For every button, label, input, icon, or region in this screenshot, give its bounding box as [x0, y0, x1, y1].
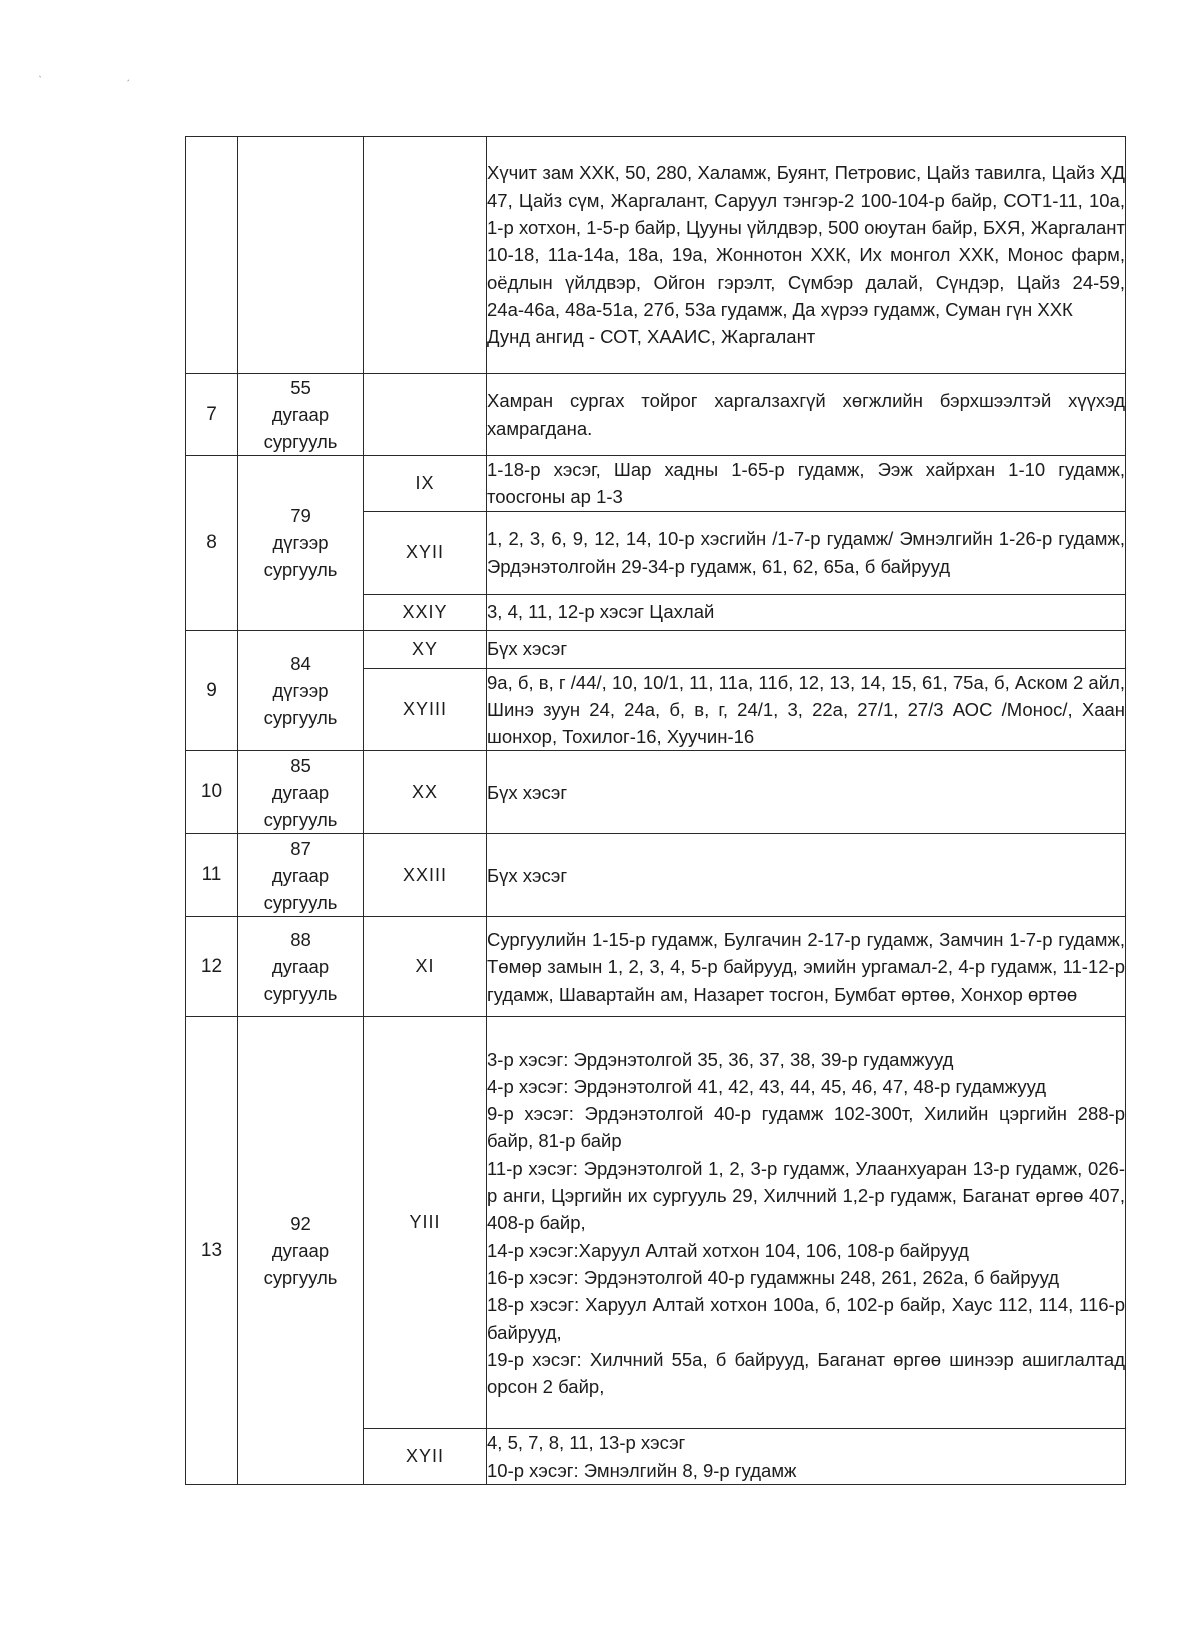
school-word: сургууль	[263, 707, 338, 729]
zone-cell: XXIII	[364, 834, 487, 917]
area-text: 3-р хэсэг: Эрдэнэтолгой 35, 36, 37, 38, 39-р гудамжууд	[487, 1048, 954, 1070]
area-description-cell	[487, 594, 1126, 630]
zone-cell: XI	[364, 917, 487, 1017]
area-text: 1, 2, 3, 6, 9, 12, 14, 10-р хэсгийн /1-7-р гудамж/ Эмнэлгийн 1-26-р гудамж, Эрдэнэтолгойн 29-34-р гудамж, 61, 62, 65а, б байрууд	[487, 528, 1125, 577]
row-number: 11	[186, 834, 238, 917]
table-row	[186, 374, 1126, 456]
area-text: 9-р хэсэг: Эрдэнэтолгой 40-р гудамж 102-300т, Хилийн цэргийн 288-р байр, 81-р байр	[487, 1103, 1125, 1152]
school-word: сургууль	[263, 431, 338, 452]
school-number: 92	[290, 1213, 311, 1235]
school-number: 84	[290, 653, 311, 675]
area-description-cell	[487, 374, 1126, 456]
row-number: 12	[186, 917, 238, 1017]
area-description-cell	[487, 751, 1126, 834]
area-text: Бүх хэсэг	[487, 781, 568, 803]
area-text: 11-р хэсэг: Эрдэнэтолгой 1, 2, 3-р гудамж, Улаанхуаран 13-р гудамж, 026-р анги, Цэргийн их сургууль 29, Хилчний 1,2-р гудамж, Баганат өргөө 407, 408-р байр,	[487, 1157, 1125, 1234]
school-ordinal: дүгээр	[272, 680, 329, 702]
row-number: 8	[186, 456, 238, 631]
row-number	[186, 137, 238, 374]
zone-cell: YIII	[364, 1017, 487, 1429]
area-text: 14-р хэсэг:Харуул Алтай хотхон 104, 106, 108-р байрууд	[487, 1239, 969, 1261]
scan-mark: ˴	[38, 68, 42, 82]
area-text: Сургуулийн 1-15-р гудамж, Булгачин 2-17-р гудамж, Замчин 1-7-р гудамж, Төмөр замын 1, 2, 3, 4, 5-р байрууд, эмийн ургамал-2, 4-р гудамж, 11-12-р гудамж, Шавартайн ам, Назарет тосгон, Бумбат өртөө, Хонхор өртөө	[487, 929, 1125, 1005]
area-text: Бүх хэсэг	[487, 638, 568, 660]
area-description-cell	[487, 630, 1126, 668]
area-description-cell	[487, 137, 1126, 374]
school-number: 55	[290, 377, 311, 398]
zone-cell: XY	[364, 630, 487, 668]
area-description-cell	[487, 1017, 1126, 1429]
zone-cell: XXIY	[364, 594, 487, 630]
table-row	[186, 456, 1126, 512]
school-word: сургууль	[263, 1267, 338, 1289]
school-ordinal: дугаар	[271, 781, 330, 803]
school-ordinal: дугаар	[271, 404, 330, 425]
school-name-cell	[238, 834, 364, 917]
school-number: 88	[290, 929, 311, 951]
zone-cell: IX	[364, 456, 487, 512]
table-row	[186, 1017, 1126, 1429]
area-text: Хамран сургах тойрог харгалзахгүй хөгжлийн бэрхшээлтэй хүүхэд хамрагдана.	[487, 390, 1125, 439]
area-text: 3, 4, 11, 12-р хэсэг Цахлай	[487, 601, 715, 623]
school-name-cell	[238, 456, 364, 631]
area-text: Дунд ангид - СОТ, ХААИС, Жаргалант	[487, 326, 816, 348]
zone-cell: XYII	[364, 511, 487, 594]
school-name-cell	[238, 374, 364, 456]
zone-cell	[364, 374, 487, 456]
zone-cell: XYII	[364, 1429, 487, 1485]
row-number: 13	[186, 1017, 238, 1485]
table-row	[186, 917, 1126, 1017]
school-name-cell	[238, 751, 364, 834]
area-text: 4-р хэсэг: Эрдэнэтолгой 41, 42, 43, 44, 45, 46, 47, 48-р гудамжууд	[487, 1075, 1047, 1097]
row-number: 9	[186, 630, 238, 751]
table-row	[186, 751, 1126, 834]
table-row	[186, 834, 1126, 917]
school-word: сургууль	[263, 808, 338, 830]
school-ordinal: дугаар	[271, 864, 330, 886]
zone-cell	[364, 137, 487, 374]
zone-cell: XX	[364, 751, 487, 834]
area-description-cell	[487, 1429, 1126, 1485]
area-text: 10-р хэсэг: Эмнэлгийн 8, 9-р гудамж	[487, 1459, 797, 1481]
area-text: 16-р хэсэг: Эрдэнэтолгой 40-р гудамжны 248, 261, 262а, б байрууд	[487, 1266, 1060, 1288]
school-name-cell	[238, 917, 364, 1017]
area-description-cell	[487, 456, 1126, 512]
school-ordinal: дүгээр	[272, 532, 329, 554]
school-name-cell	[238, 630, 364, 751]
row-number: 10	[186, 751, 238, 834]
school-ordinal: дугаар	[271, 1240, 330, 1262]
school-word: сургууль	[263, 891, 338, 913]
area-text: 9а, б, в, г /44/, 10, 10/1, 11, 11а, 11б, 12, 13, 14, 15, 61, 75а, б, Аском 2 айл, Шинэ зуун 24, 24а, б, в, г, 24/1, 3, 22а, 27/1, 27/3 АОС /Монос/, Хаан шонхор, Тохилог-16, Хуучин-16	[487, 671, 1125, 748]
area-text: 4, 5, 7, 8, 11, 13-р хэсэг	[487, 1432, 686, 1454]
zone-cell: XYIII	[364, 668, 487, 751]
table-row	[186, 630, 1126, 668]
area-description-cell	[487, 834, 1126, 917]
scan-mark: ˏ	[126, 68, 130, 82]
area-text: 18-р хэсэг: Харуул Алтай хотхон 100а, б, 102-р байр, Хаус 112, 114, 116-р байрууд,	[487, 1294, 1125, 1343]
school-number: 79	[290, 505, 311, 527]
area-text: Бүх хэсэг	[487, 864, 568, 886]
school-name-cell	[238, 1017, 364, 1485]
school-number: 85	[290, 754, 311, 776]
table-row	[186, 137, 1126, 374]
school-district-table	[185, 136, 1126, 1485]
area-text: 1-18-р хэсэг, Шар хадны 1-65-р гудамж, Ээж хайрхан 1-10 гудамж, тоосгоны ар 1-3	[487, 459, 1125, 508]
school-name-cell	[238, 137, 364, 374]
row-number: 7	[186, 374, 238, 456]
school-word: сургууль	[263, 559, 338, 581]
school-word: сургууль	[263, 983, 338, 1005]
school-number: 87	[290, 837, 311, 859]
area-description-cell	[487, 917, 1126, 1017]
area-text: Хүчит зам ХХК, 50, 280, Халамж, Буянт, Петровис, Цайз тавилга, Цайз ХД 47, Цайз сүм, Жаргалант, Саруул тэнгэр-2 100-104-р байр, СОТ1-11, 10а, 1-р хотхон, 1-5-р байр, Цууны үйлдвэр, 500 оюутан байр, БХЯ, Жаргалант 10-18, 11а-14а, 18а, 19а, Жоннотон ХХК, Их монгол ХХК, Монос фарм, оёдлын үйлдвэр, Ойгон гэрэлт, Сүмбэр далай, Сүндэр, Цайз 24-59, 24а-46а, 48а-51а, 27б, 53а гудамж, Да хүрээ гудамж, Суман гүн ХХК	[487, 162, 1125, 320]
area-description-cell	[487, 511, 1126, 594]
area-description-cell	[487, 668, 1126, 751]
school-ordinal: дугаар	[271, 956, 330, 978]
area-text: 19-р хэсэг: Хилчний 55а, б байрууд, Баганат өргөө шинээр ашиглалтад орсон 2 байр,	[487, 1348, 1125, 1398]
